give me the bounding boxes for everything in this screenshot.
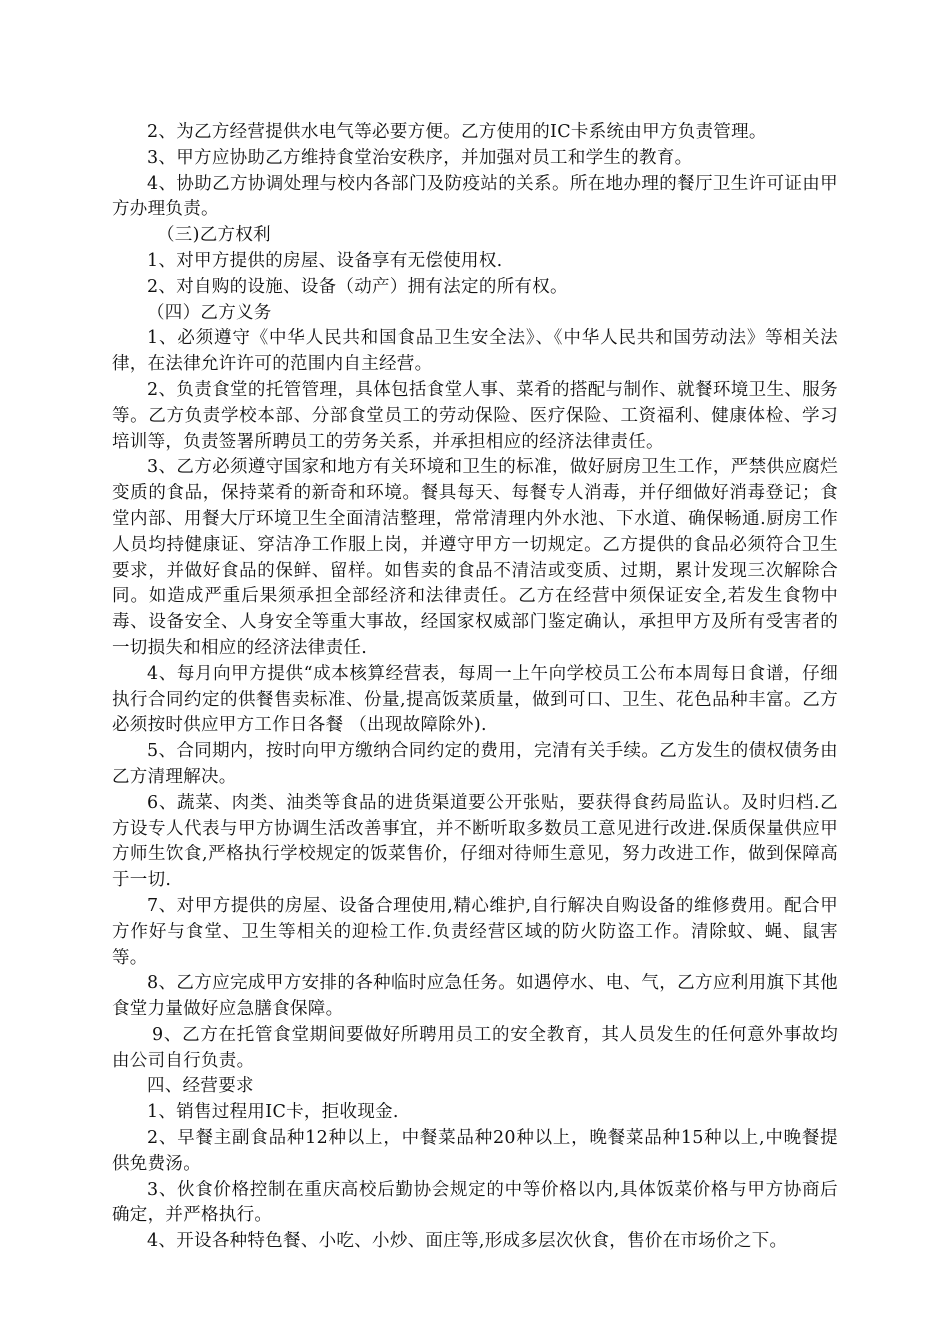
paragraph-16: 9、乙方在托管食堂期间要做好所聘用员工的安全教育，其人员发生的任何意外事故均由公司自行负责。 — [112, 1024, 838, 1071]
document-page — [112, 120, 838, 1255]
section-heading-party-b-obligations: （四）乙方义务 — [147, 302, 272, 323]
paragraph-1: 2、为乙方经营提供水电气等必要方便。乙方使用的IC卡系统由甲方负责管理。 — [147, 122, 767, 142]
paragraph-19: 2、早餐主副食品种12种以上，中餐菜品种20种以上，晚餐菜品种15种以上,中晚餐提供免费汤。 — [112, 1128, 838, 1174]
paragraph-9: 2、负责食堂的托管管理，具体包括食堂人事、菜肴的搭配与制作、就餐环境卫生、服务等。乙方负责学校本部、分部食堂员工的劳动保险、医疗保险、工资福利、健康体检、学习培训等，负责签署所聘员工的劳务关系，并承担相应的经济法律责任。 — [112, 379, 838, 452]
paragraph-21: 4、开设各种特色餐、小吃、小炒、面庄等,形成多层次伙食，售价在市场价之下。 — [147, 1231, 788, 1252]
paragraph-14: 7、对甲方提供的房屋、设备合理使用,精心维护,自行解决自购设备的维修费用。配合甲方作好与食堂、卫生等相关的迎检工作.负责经营区域的防火防盗工作。清除蚊、蝇、鼠害等。 — [112, 895, 838, 968]
paragraph-13: 6、蔬菜、肉类、油类等食品的进货渠道要公开张贴，要获得食药局监认。及时归档.乙方设专人代表与甲方协调生活改善事宜，并不断听取多数员工意见进行改进.保质保量供应甲方师生饮食,严格执行学校规定的饭菜售价，仔细对待师生意见，努力改进工作，做到保障高于一切. — [112, 792, 838, 891]
paragraph-12: 5、合同期内，按时向甲方缴纳合同约定的费用，完清有关手续。乙方发生的债权债务由乙方清理解决。 — [112, 741, 838, 787]
paragraph-15: 8、乙方应完成甲方安排的各种临时应急任务。如遇停水、电、气，乙方应利用旗下其他食堂力量做好应急膳食保障。 — [112, 973, 838, 1020]
paragraph-2: 3、甲方应协助乙方维持食堂治安秩序，并加强对员工和学生的教育。 — [147, 147, 693, 168]
paragraph-20: 3、伙食价格控制在重庆高校后勤协会规定的中等价格以内,具体饭菜价格与甲方协商后确定，并严格执行。 — [112, 1179, 838, 1226]
section-heading-party-b-rights: （三)乙方权利 — [157, 225, 271, 246]
paragraph-6: 2、对自购的设施、设备（动产）拥有法定的所有权。 — [147, 276, 568, 297]
paragraph-5: 1、对甲方提供的房屋、设备享有无偿使用权. — [147, 250, 503, 271]
paragraph-8: 1、必须遵守《中华人民共和国食品卫生安全法》、《中华人民共和国劳动法》等相关法律，在法律允许许可的范围内自主经营。 — [112, 328, 838, 375]
section-heading-operating-requirements: 四、经营要求 — [147, 1076, 254, 1097]
paragraph-11: 4、每月向甲方提供“成本核算经营表，每周一上午向学校员工公布本周每日食谱，仔细执行合同约定的供餐售卖标准、份量,提高饭菜质量，做到可口、卫生、花色品种丰富。乙方必须按时供应甲方工作日各餐 （出现故障除外). — [112, 663, 838, 736]
paragraph-18: 1、销售过程用IC卡，拒收现金. — [147, 1102, 399, 1123]
paragraph-3: 4、协助乙方协调处理与校内各部门及防疫站的关系。所在地办理的餐厅卫生许可证由甲方办理负责。 — [112, 173, 838, 220]
paragraph-10: 3、乙方必须遵守国家和地方有关环境和卫生的标准，做好厨房卫生工作，严禁供应腐烂变质的食品，保持菜肴的新奇和环境。餐具每天、每餐专人消毒，并仔细做好消毒登记；食堂内部、用餐大厅环境卫生全面清洁整理，常常清理内外水池、下水道、确保畅通.厨房工作人员均持健康证、穿洁净工作服上岗，并遵守甲方一切规定。乙方提供的食品必须符合卫生要求，并做好食品的保鲜、留样。如售卖的食品不清洁或变质、过期，累计发现三次解除合同。如造成严重后果须承担全部经济和法律责任。乙方在经营中须保证安全,若发生食物中毒、设备安全、人身安全等重大事故，经国家权威部门鉴定确认，承担甲方及所有受害者的一切损失和相应的经济法律责任. — [112, 457, 838, 658]
